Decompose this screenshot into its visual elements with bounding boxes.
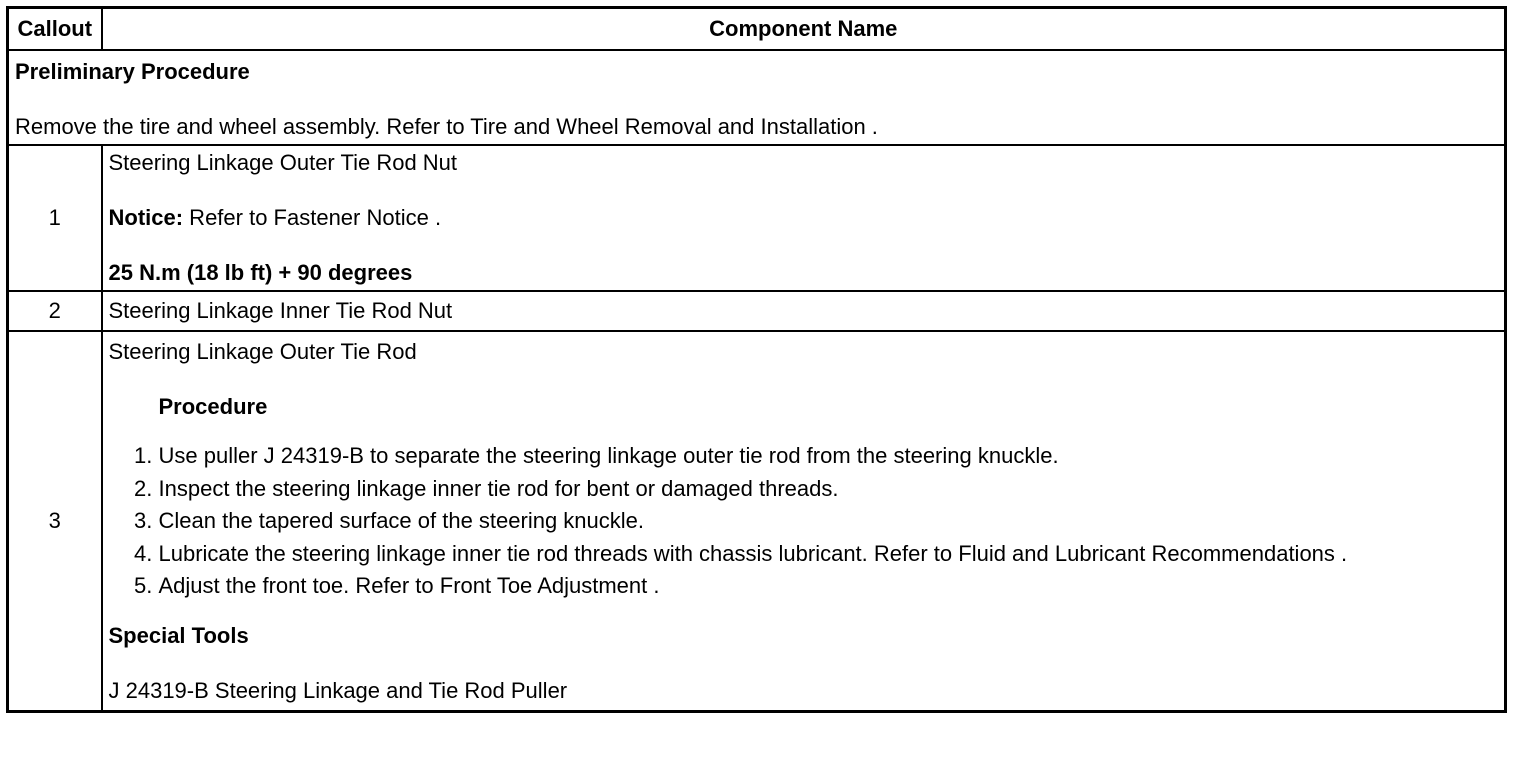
procedure-step: 4. Lubricate the steering linkage inner tie rod threads with chassis lubricant. Refer to Fluid and Lubricant Recommendations . [159, 538, 1499, 571]
callout-column-header: Callout [8, 8, 102, 51]
special-tools-title: Special Tools [108, 622, 249, 648]
component-cell [102, 291, 1506, 331]
special-tools-text: J 24319-B Steering Linkage and Tie Rod Puller [108, 677, 568, 703]
procedure-steps [109, 440, 1499, 603]
notice-label: Notice: [108, 205, 184, 230]
preliminary-procedure-cell [8, 50, 1506, 145]
callout-cell: 1 [8, 145, 102, 291]
component-name: Steering Linkage Inner Tie Rod Nut [108, 298, 453, 323]
component-name: Steering Linkage Outer Tie Rod Nut [108, 150, 458, 175]
component-name: Steering Linkage Outer Tie Rod [108, 339, 417, 364]
notice-text: Refer to Fastener Notice . [183, 205, 442, 230]
preliminary-procedure-row [8, 50, 1506, 145]
procedure-step: 5. Adjust the front toe. Refer to Front Toe Adjustment . [159, 570, 1499, 603]
component-cell [102, 145, 1506, 291]
preliminary-procedure-text: Remove the tire and wheel assembly. Refer to Tire and Wheel Removal and Installation . [15, 114, 878, 139]
notice-line [109, 207, 1499, 229]
table-row [8, 145, 1506, 291]
table-row [8, 291, 1506, 331]
callout-cell: 3 [8, 331, 102, 711]
procedure-step: 3. Clean the tapered surface of the steering knuckle. [159, 505, 1499, 538]
procedure-step: 2. Inspect the steering linkage inner tie rod for bent or damaged threads. [159, 473, 1499, 506]
table-row [8, 331, 1506, 711]
component-cell [102, 331, 1506, 711]
callout-cell: 2 [8, 291, 102, 331]
torque-spec: 25 N.m (18 lb ft) + 90 degrees [108, 260, 413, 285]
table-header-row [8, 8, 1506, 51]
procedure-title: Procedure [158, 394, 268, 419]
preliminary-procedure-title: Preliminary Procedure [15, 59, 250, 84]
procedure-table [6, 6, 1507, 713]
procedure-step: 1. Use puller J 24319-B to separate the steering linkage outer tie rod from the steering knuckle. [159, 440, 1499, 473]
component-name-column-header: Component Name [102, 8, 1506, 51]
